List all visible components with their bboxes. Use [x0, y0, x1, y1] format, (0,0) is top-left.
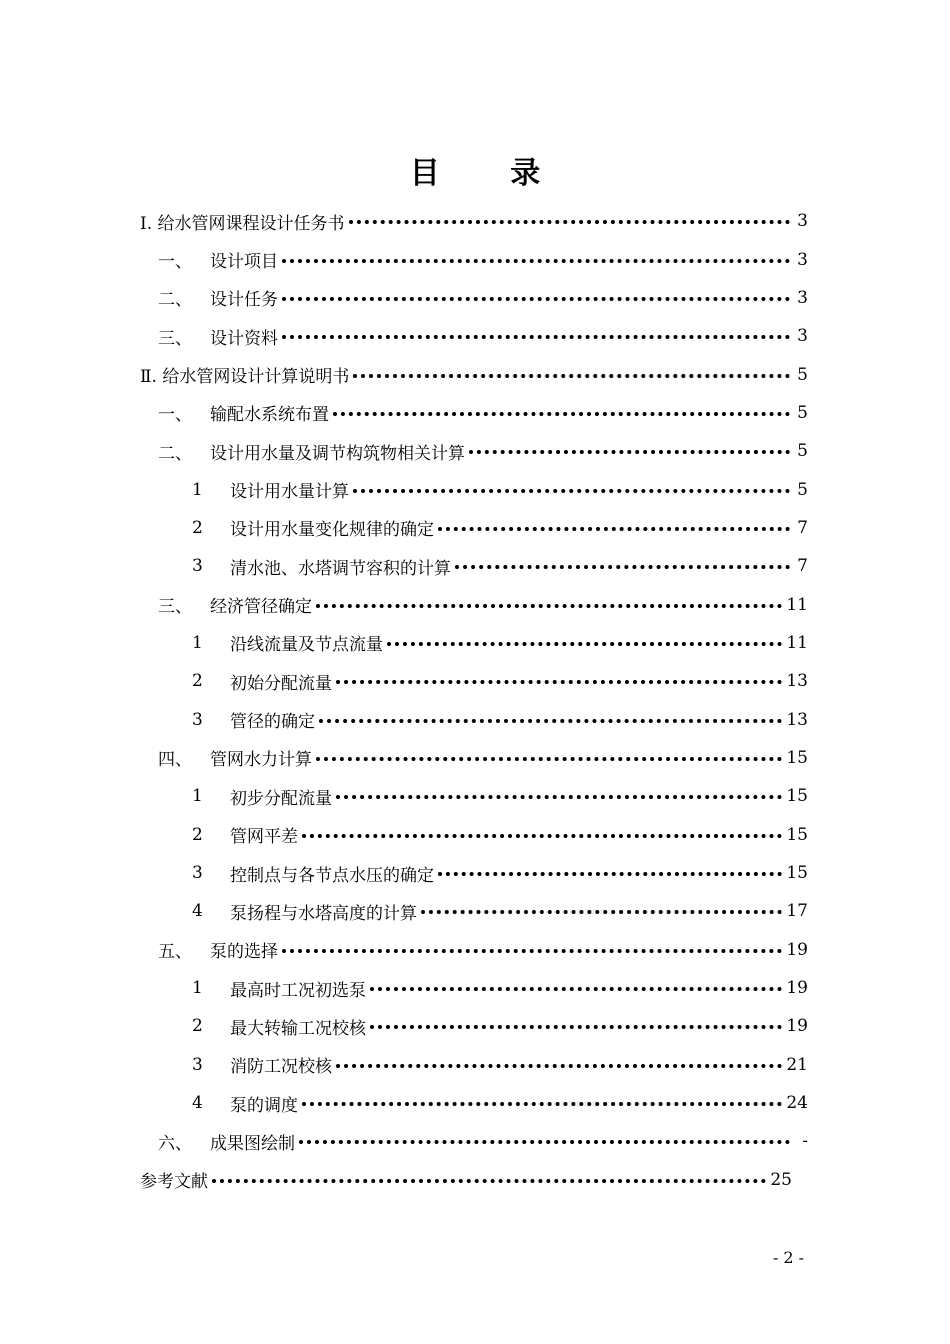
toc-entry-label: 消防工况校核	[230, 1057, 332, 1078]
toc-entry[interactable]	[140, 1084, 808, 1122]
toc-entry[interactable]	[140, 1046, 808, 1084]
toc-entry-number: 1	[192, 786, 203, 807]
toc-entry[interactable]	[140, 279, 808, 317]
toc-dot-leader	[282, 335, 790, 339]
toc-entry-number: 2	[192, 824, 203, 845]
toc-entry-page: 13	[786, 709, 808, 730]
toc-entry-number: 3	[192, 709, 203, 730]
toc-entry-page: 17	[786, 901, 808, 922]
toc-entry-label: 输配水系统布置	[210, 405, 329, 426]
toc-entry-page: 15	[786, 747, 808, 768]
toc-entry-page: 15	[786, 786, 808, 807]
toc-entry-page: 5	[797, 364, 808, 385]
toc-dot-leader	[302, 1102, 782, 1106]
toc-entry-number: 4	[192, 901, 203, 922]
toc-entry-number: 三、	[158, 328, 192, 349]
toc-entry-page: 19	[786, 978, 808, 999]
toc-dot-leader	[370, 987, 782, 991]
toc-entry-page: 3	[797, 249, 808, 270]
toc-entry-label: Ⅰ. 给水管网课程设计任务书	[140, 213, 345, 234]
toc-dot-leader	[319, 719, 782, 723]
toc-entry-number: 3	[192, 1054, 203, 1075]
toc-entry-number: 四、	[158, 750, 192, 771]
toc-entry-label: 清水池、水塔调节容积的计算	[230, 558, 451, 579]
toc-entry-number: 3	[192, 556, 203, 577]
toc-entry-page: 19	[786, 1016, 808, 1037]
toc-dot-leader	[212, 1179, 766, 1183]
toc-entry[interactable]	[140, 1161, 792, 1199]
toc-dot-leader	[336, 680, 782, 684]
toc-entry-number: 4	[192, 1093, 203, 1114]
toc-entry-page: 15	[786, 863, 808, 884]
toc-entry-label: 初步分配流量	[230, 788, 332, 809]
toc-entry-label: 设计资料	[210, 328, 278, 349]
toc-entry-page: -	[802, 1131, 808, 1152]
toc-entry-label: 泵扬程与水塔高度的计算	[230, 903, 417, 924]
page-number: - 2 -	[772, 1248, 804, 1267]
toc-entry-number: 六、	[158, 1133, 192, 1154]
toc-dot-leader	[282, 949, 782, 953]
toc-entry-page: 7	[797, 556, 808, 577]
toc-entry-page: 11	[786, 594, 808, 615]
toc-entry-number: 1	[192, 978, 203, 999]
toc-entry-page: 24	[786, 1093, 808, 1114]
toc-entry-number: 1	[192, 479, 203, 500]
toc-entry-page: 7	[797, 517, 808, 538]
toc-entry-label: 最高时工况初选泵	[230, 980, 366, 1001]
toc-dot-leader	[333, 412, 790, 416]
toc-entry-number: 二、	[158, 443, 192, 464]
toc-entry-label: 初始分配流量	[230, 673, 332, 694]
toc-entry-number: 2	[192, 671, 203, 692]
toc-entry-page: 25	[770, 1169, 792, 1190]
toc-entry-page: 11	[786, 632, 808, 653]
toc-entry[interactable]	[140, 394, 808, 432]
toc-entry[interactable]	[140, 317, 808, 355]
toc-entry[interactable]	[140, 470, 808, 508]
toc-dot-leader	[421, 910, 782, 914]
toc-dot-leader	[387, 642, 782, 646]
toc-entry[interactable]	[140, 355, 808, 393]
toc-entry-page: 13	[786, 671, 808, 692]
toc-dot-leader	[438, 872, 782, 876]
toc-entry-page: 3	[797, 211, 808, 232]
toc-entry-label: 经济管径确定	[210, 597, 312, 618]
toc-dot-leader	[353, 374, 790, 378]
toc-entry-label: 成果图绘制	[210, 1133, 295, 1154]
table-of-contents	[140, 202, 808, 1199]
toc-dot-leader	[316, 757, 782, 761]
toc-entry-number: 2	[192, 517, 203, 538]
toc-entry[interactable]	[140, 700, 808, 738]
toc-dot-leader	[282, 297, 790, 301]
toc-entry[interactable]	[140, 816, 808, 854]
toc-entry-page: 5	[797, 402, 808, 423]
toc-dot-leader	[349, 220, 790, 224]
toc-entry-page: 3	[797, 287, 808, 308]
toc-entry[interactable]	[140, 509, 808, 547]
toc-entry[interactable]	[140, 1122, 808, 1160]
toc-dot-leader	[282, 259, 790, 263]
toc-dot-leader	[336, 1064, 782, 1068]
toc-entry-page: 5	[797, 441, 808, 462]
toc-dot-leader	[455, 565, 790, 569]
toc-entry[interactable]	[140, 777, 808, 815]
toc-entry-number: 一、	[158, 405, 192, 426]
toc-entry-label: 控制点与各节点水压的确定	[230, 865, 434, 886]
toc-entry-number: 1	[192, 632, 203, 653]
toc-entry-label: 设计用水量变化规律的确定	[230, 520, 434, 541]
toc-entry-number: 二、	[158, 290, 192, 311]
toc-dot-leader	[299, 1140, 790, 1144]
toc-entry-label: 设计项目	[210, 252, 278, 273]
toc-entry-number: 2	[192, 1016, 203, 1037]
toc-entry-label: 设计用水量及调节构筑物相关计算	[210, 443, 465, 464]
toc-entry-label: 参考文献	[140, 1172, 208, 1193]
toc-dot-leader	[438, 527, 790, 531]
toc-entry-page: 5	[797, 479, 808, 500]
toc-entry[interactable]	[140, 585, 808, 623]
toc-entry-label: 管网水力计算	[210, 750, 312, 771]
toc-entry-number: 五、	[158, 942, 192, 963]
toc-entry[interactable]	[140, 969, 808, 1007]
toc-entry-number: 3	[192, 863, 203, 884]
page-title: 目 录	[409, 156, 571, 191]
toc-entry[interactable]	[140, 854, 808, 892]
toc-entry[interactable]	[140, 624, 808, 662]
toc-entry-page: 15	[786, 824, 808, 845]
toc-dot-leader	[316, 604, 782, 608]
toc-dot-leader	[353, 489, 790, 493]
toc-dot-leader	[370, 1025, 782, 1029]
toc-entry[interactable]	[140, 662, 808, 700]
toc-dot-leader	[336, 795, 782, 799]
toc-entry-page: 19	[786, 939, 808, 960]
toc-entry-label: 设计任务	[210, 290, 278, 311]
toc-entry-page: 3	[797, 326, 808, 347]
toc-entry[interactable]	[140, 202, 808, 240]
toc-entry-label: 设计用水量计算	[230, 482, 349, 503]
toc-entry-label: 沿线流量及节点流量	[230, 635, 383, 656]
toc-entry[interactable]	[140, 931, 808, 969]
toc-entry[interactable]	[140, 892, 808, 930]
toc-entry-label: Ⅱ. 给水管网设计计算说明书	[140, 367, 350, 388]
toc-entry-number: 三、	[158, 597, 192, 618]
toc-entry-label: 管径的确定	[230, 712, 315, 733]
toc-entry[interactable]	[140, 739, 808, 777]
toc-dot-leader	[469, 450, 790, 454]
toc-entry-label: 管网平差	[230, 827, 298, 848]
toc-entry[interactable]	[140, 240, 808, 278]
toc-entry-page: 21	[786, 1054, 808, 1075]
toc-dot-leader	[302, 834, 782, 838]
toc-entry-label: 泵的选择	[210, 942, 278, 963]
toc-entry[interactable]	[140, 432, 808, 470]
toc-entry-label: 泵的调度	[230, 1095, 298, 1116]
toc-entry-label: 最大转输工况校核	[230, 1018, 366, 1039]
toc-entry[interactable]	[140, 547, 808, 585]
toc-entry[interactable]	[140, 1007, 808, 1045]
toc-entry-number: 一、	[158, 252, 192, 273]
